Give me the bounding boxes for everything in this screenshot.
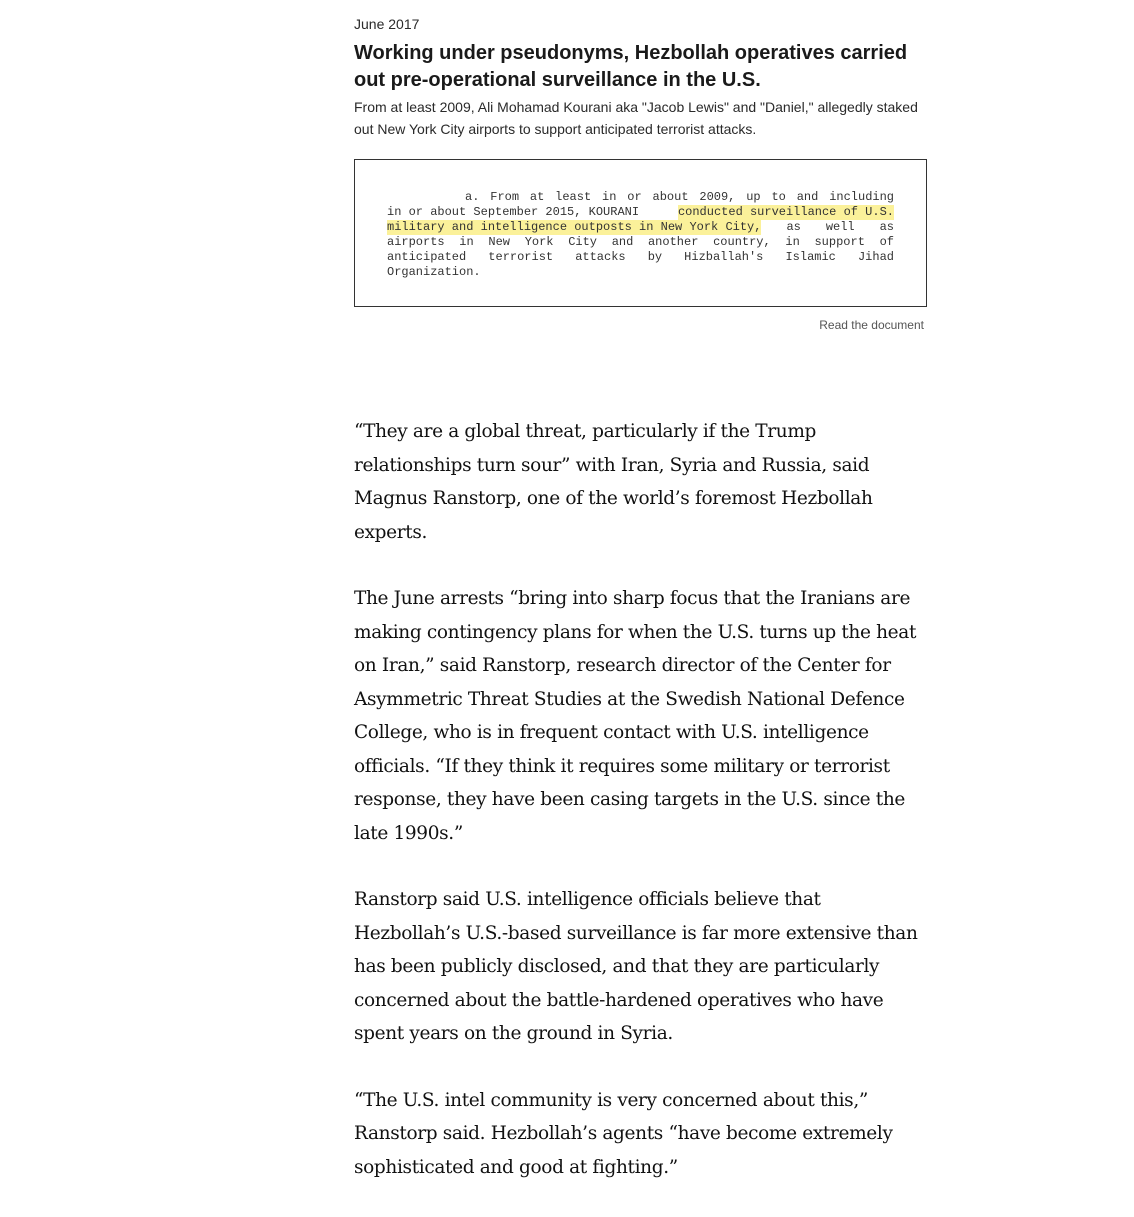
read-document-link[interactable]: Read the document: [819, 318, 924, 332]
excerpt-line-6: Organization.: [387, 265, 481, 279]
document-date: June 2017: [354, 16, 420, 32]
document-subhead: From at least 2009, Ali Mohamad Kourani aka "Jacob Lewis" and "Daniel," allegedly staked out New York City airports to support anticipated terrorist attacks.: [354, 99, 918, 137]
document-headline: Working under pseudonyms, Hezbollah operatives carried out pre-operational surveillance in the U.S.: [354, 42, 908, 91]
document-excerpt[interactable]: [354, 159, 927, 307]
excerpt-line-5: anticipated terrorist attacks by Hizballah's Islamic Jihad: [387, 250, 894, 264]
excerpt-line-4: airports in New York City and another country, in support of: [387, 235, 894, 249]
article-body: [354, 415, 929, 1217]
article-paragraph: “They are a global threat, particularly if the Trump relationships turn sour” with Iran, Syria and Russia, said Magnus Ranstorp, one of the world’s foremost Hezbollah experts.: [354, 421, 873, 543]
excerpt-line-2: [387, 205, 894, 220]
article-paragraph: The June arrests “bring into sharp focus that the Iranians are making contingency plans for when the U.S. turns up the heat on Iran,” said Ranstorp, research director of the Center for Asymmetric Threat Studies at the Swedish National Defence College, who is in frequent contact with U.S. intelligence officials. “If they think it requires some military or terrorist response, they have been casing targets in the U.S. since the late 1990s.”: [354, 588, 917, 844]
excerpt-line-3: military and intelligence outposts in New York City, as well as: [387, 220, 894, 234]
excerpt-highlight-1: conducted surveillance of U.S.: [677, 205, 894, 219]
excerpt-line-2-text: in or about September 2015, KOURANI: [387, 205, 640, 219]
article-paragraph: Ranstorp said U.S. intelligence officials believe that Hezbollah’s U.S.-based surveillance is far more extensive than has been publicly disclosed, and that they are particularly concerned about the battle-hardened operatives who have spent years on the ground in Syria.: [354, 889, 918, 1044]
excerpt-line-1: a. From at least in or about 2009, up to and including: [465, 190, 894, 204]
document-excerpt-text: [387, 190, 894, 280]
excerpt-highlight-2: military and intelligence outposts in New York City,: [387, 220, 762, 234]
article-paragraph: “The U.S. intel community is very concerned about this,” Ranstorp said. Hezbollah’s agents “have become extremely sophisticated and good at fighting.”: [354, 1089, 893, 1178]
